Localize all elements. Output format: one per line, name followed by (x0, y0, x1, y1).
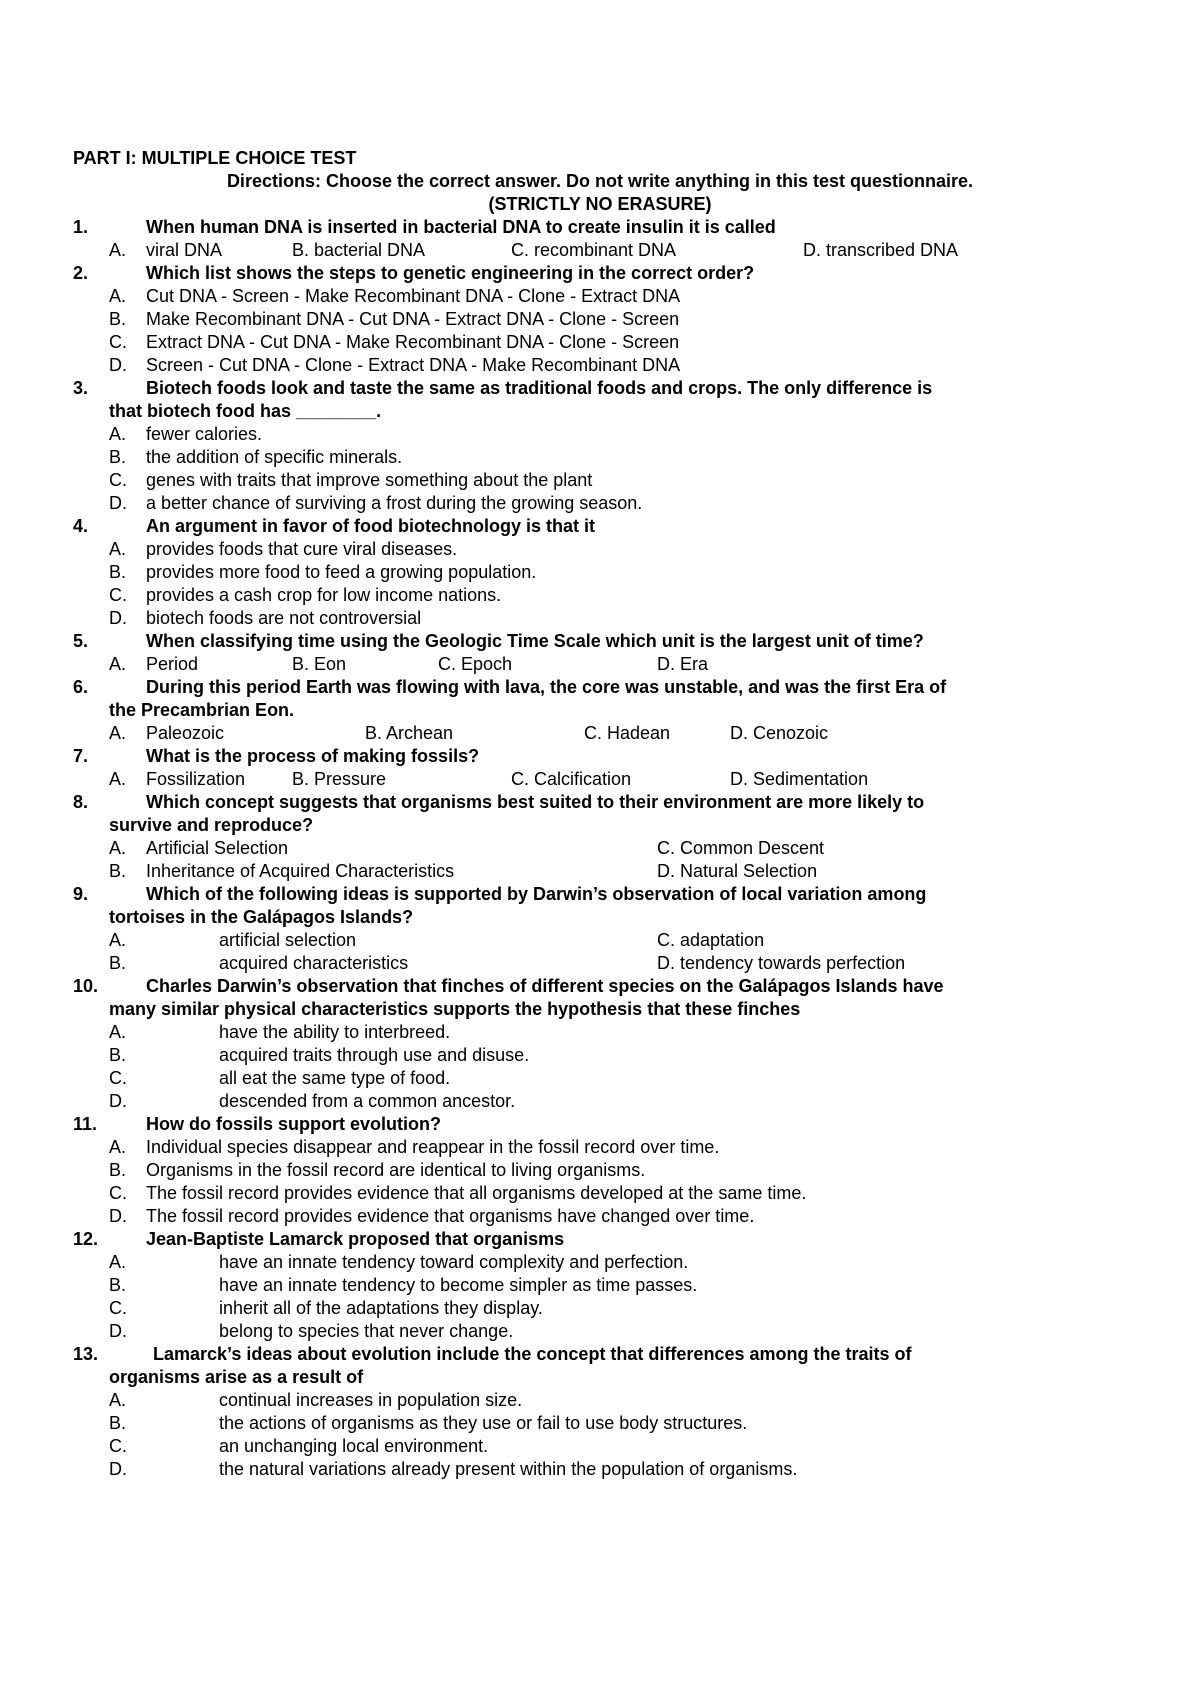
option-text: the actions of organisms as they use or fail to use body structures. (219, 1413, 748, 1433)
option-text: fewer calories. (146, 424, 263, 444)
option-letter: C. (109, 1436, 127, 1456)
option-letter: D. (109, 493, 127, 513)
option-text: D. transcribed DNA (803, 240, 959, 260)
question-text: Lamarck’s ideas about evolution include the concept that differences among the traits of (153, 1344, 912, 1364)
option-letter: B. (109, 953, 127, 973)
question-text: that biotech food has ________. (109, 401, 382, 421)
option-letter: B. (109, 1413, 127, 1433)
option-letter: A. (109, 1252, 127, 1272)
option-letter: A. (109, 723, 127, 743)
option-text: C. Epoch (438, 654, 513, 674)
option-text: Fossilization (146, 769, 246, 789)
question-text: organisms arise as a result of (109, 1367, 364, 1387)
option-text: D. Cenozoic (730, 723, 829, 743)
option-text: Individual species disappear and reappear in the fossil record over time. (146, 1137, 720, 1157)
option-text: an unchanging local environment. (219, 1436, 489, 1456)
question-text: tortoises in the Galápagos Islands? (109, 907, 414, 927)
option-text: D. Era (657, 654, 709, 674)
option-text: biotech foods are not controversial (146, 608, 422, 628)
question-text: When human DNA is inserted in bacterial DNA to create insulin it is called (146, 217, 776, 237)
directions: Directions: Choose the correct answer. Do not write anything in this test questionnaire. (226, 171, 974, 191)
question-text: Charles Darwin’s observation that finches of different species on the Galápagos Islands have (146, 976, 944, 996)
option-letter: B. (109, 309, 127, 329)
option-text: have an innate tendency toward complexity and perfection. (219, 1252, 689, 1272)
option-letter: A. (109, 1390, 127, 1410)
option-letter: A. (109, 769, 127, 789)
question-text: the Precambrian Eon. (109, 700, 295, 720)
question-number: 13. (73, 1344, 99, 1364)
question-number: 10. (73, 976, 99, 996)
option-letter: A. (109, 930, 127, 950)
option-letter: C. (109, 332, 127, 352)
option-letter: B. (109, 1045, 127, 1065)
option-letter: B. (109, 1160, 127, 1180)
question-text: Jean-Baptiste Lamarck proposed that organisms (146, 1229, 565, 1249)
question-text: Biotech foods look and taste the same as traditional foods and crops. The only difference is (146, 378, 933, 398)
option-letter: C. (109, 1298, 127, 1318)
option-text: have the ability to interbreed. (219, 1022, 451, 1042)
option-text: provides more food to feed a growing population. (146, 562, 537, 582)
option-text: B. Eon (292, 654, 347, 674)
option-text: the natural variations already present within the population of organisms. (219, 1459, 798, 1479)
question-text: Which list shows the steps to genetic engineering in the correct order? (146, 263, 755, 283)
option-text: C. adaptation (657, 930, 765, 950)
option-letter: A. (109, 1137, 127, 1157)
option-letter: D. (109, 1206, 127, 1226)
option-letter: D. (109, 1091, 127, 1111)
option-text: the addition of specific minerals. (146, 447, 403, 467)
option-text: The fossil record provides evidence that organisms have changed over time. (146, 1206, 755, 1226)
option-text: provides foods that cure viral diseases. (146, 539, 458, 559)
option-text: continual increases in population size. (219, 1390, 523, 1410)
question-number: 5. (73, 631, 89, 651)
question-text: During this period Earth was flowing with lava, the core was unstable, and was the first Era of (146, 677, 947, 697)
option-text: belong to species that never change. (219, 1321, 514, 1341)
option-text: C. Common Descent (657, 838, 825, 858)
option-text: Inheritance of Acquired Characteristics (146, 861, 455, 881)
option-text: Paleozoic (146, 723, 225, 743)
option-text: a better chance of surviving a frost during the growing season. (146, 493, 643, 513)
option-letter: D. (109, 355, 127, 375)
option-letter: D. (109, 608, 127, 628)
option-text: C. recombinant DNA (511, 240, 677, 260)
option-letter: A. (109, 1022, 127, 1042)
option-text: D. tendency towards perfection (657, 953, 906, 973)
option-letter: C. (109, 1183, 127, 1203)
option-text: inherit all of the adaptations they display. (219, 1298, 543, 1318)
option-text: Artificial Selection (146, 838, 289, 858)
question-number: 3. (73, 378, 89, 398)
option-text: Organisms in the fossil record are identical to living organisms. (146, 1160, 646, 1180)
question-text: When classifying time using the Geologic Time Scale which unit is the largest unit of time? (146, 631, 924, 651)
option-text: C. Calcification (511, 769, 632, 789)
question-text: What is the process of making fossils? (146, 746, 480, 766)
option-letter: A. (109, 838, 127, 858)
option-letter: B. (109, 861, 127, 881)
option-text: C. Hadean (584, 723, 671, 743)
option-text: Period (146, 654, 199, 674)
option-text: Extract DNA - Cut DNA - Make Recombinant DNA - Clone - Screen (146, 332, 680, 352)
option-letter: C. (109, 1068, 127, 1088)
question-number: 11. (73, 1114, 98, 1134)
option-letter: D. (109, 1459, 127, 1479)
option-text: have an innate tendency to become simpler as time passes. (219, 1275, 698, 1295)
option-text: Screen - Cut DNA - Clone - Extract DNA - Make Recombinant DNA (146, 355, 681, 375)
question-number: 8. (73, 792, 89, 812)
option-text: B. bacterial DNA (292, 240, 426, 260)
option-text: D. Natural Selection (657, 861, 818, 881)
option-text: B. Archean (365, 723, 454, 743)
option-letter: A. (109, 286, 127, 306)
question-text: survive and reproduce? (109, 815, 314, 835)
option-letter: A. (109, 424, 127, 444)
question-number: 4. (73, 516, 89, 536)
option-text: B. Pressure (292, 769, 387, 789)
option-text: Cut DNA - Screen - Make Recombinant DNA - Clone - Extract DNA (146, 286, 681, 306)
option-letter: A. (109, 654, 127, 674)
question-number: 6. (73, 677, 89, 697)
question-text: Which concept suggests that organisms best suited to their environment are more likely to (146, 792, 925, 812)
option-text: D. Sedimentation (730, 769, 869, 789)
option-text: Make Recombinant DNA - Cut DNA - Extract DNA - Clone - Screen (146, 309, 680, 329)
question-number: 12. (73, 1229, 99, 1249)
option-letter: B. (109, 447, 127, 467)
question-number: 2. (73, 263, 89, 283)
option-text: viral DNA (146, 240, 223, 260)
question-text: How do fossils support evolution? (146, 1114, 441, 1134)
question-text: An argument in favor of food biotechnology is that it (146, 516, 595, 536)
option-letter: D. (109, 1321, 127, 1341)
question-number: 7. (73, 746, 89, 766)
option-letter: A. (109, 240, 127, 260)
option-letter: B. (109, 562, 127, 582)
option-text: acquired traits through use and disuse. (219, 1045, 530, 1065)
option-text: all eat the same type of food. (219, 1068, 451, 1088)
option-text: The fossil record provides evidence that all organisms developed at the same time. (146, 1183, 807, 1203)
option-letter: B. (109, 1275, 127, 1295)
erasure-note: (STRICTLY NO ERASURE) (488, 194, 712, 214)
question-number: 1. (73, 217, 89, 237)
option-letter: A. (109, 539, 127, 559)
option-letter: C. (109, 470, 127, 490)
option-text: acquired characteristics (219, 953, 409, 973)
option-text: provides a cash crop for low income nations. (146, 585, 502, 605)
option-text: artificial selection (219, 930, 357, 950)
option-text: genes with traits that improve something about the plant (146, 470, 593, 490)
option-text: descended from a common ancestor. (219, 1091, 516, 1111)
option-letter: C. (109, 585, 127, 605)
question-text: many similar physical characteristics supports the hypothesis that these finches (109, 999, 801, 1019)
part-title: PART I: MULTIPLE CHOICE TEST (73, 148, 357, 168)
question-text: Which of the following ideas is supported by Darwin’s observation of local variation among (146, 884, 927, 904)
question-number: 9. (73, 884, 89, 904)
